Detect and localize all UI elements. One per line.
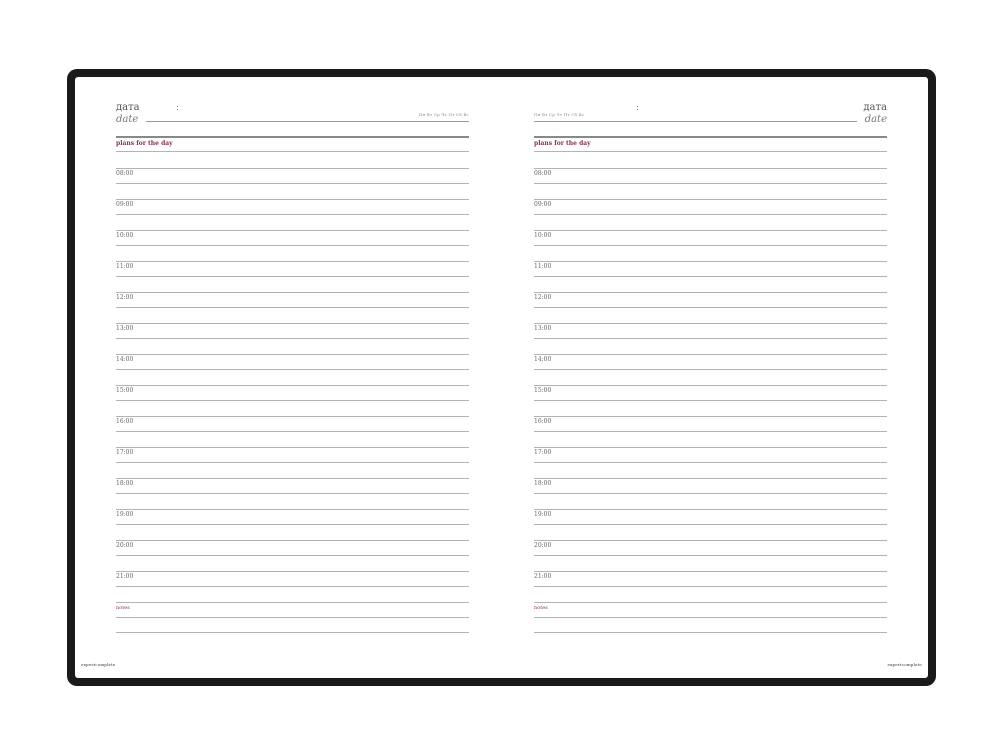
hour-label: 21:00 [534,573,552,580]
hour-line[interactable] [116,261,469,262]
hour-label: 10:00 [116,232,134,239]
plans-for-day-label: plans for the day [116,140,173,147]
hour-writing-line[interactable] [534,245,887,246]
weekday-row: Пн Вт Ср Чт Пт Сб Вс [418,112,469,117]
left-page [81,77,469,678]
hour-label: 10:00 [534,232,552,239]
hour-writing-line[interactable] [116,524,469,525]
hour-writing-line[interactable] [116,431,469,432]
hour-line[interactable] [116,509,469,510]
hour-line[interactable] [534,168,887,169]
hour-writing-line[interactable] [534,586,887,587]
hour-line[interactable] [116,168,469,169]
hour-line[interactable] [116,323,469,324]
planner-cover [67,69,936,686]
hour-label: 09:00 [116,201,134,208]
hour-line[interactable] [116,199,469,200]
hour-label: 12:00 [534,294,552,301]
hour-label: 18:00 [116,480,134,487]
weekday-row: Пн Вт Ср Чт Пт Сб Вс [534,112,585,117]
hour-writing-line[interactable] [116,400,469,401]
hour-label: 11:00 [534,263,552,270]
hour-line[interactable] [534,199,887,200]
hour-writing-line[interactable] [534,555,887,556]
hour-line[interactable] [534,292,887,293]
hour-writing-line[interactable] [534,183,887,184]
hour-label: 12:00 [116,294,134,301]
hour-label: 20:00 [534,542,552,549]
date-label-en: date [116,114,139,125]
notes-divider[interactable] [116,602,469,603]
hour-line[interactable] [116,292,469,293]
hour-writing-line[interactable] [534,369,887,370]
hour-writing-line[interactable] [534,400,887,401]
brand-logo: expertcomplete [81,662,116,667]
hour-writing-line[interactable] [116,462,469,463]
hour-label: 08:00 [534,170,552,177]
notes-writing-line[interactable] [116,617,469,618]
hour-writing-line[interactable] [116,245,469,246]
notes-label: notes [534,605,548,611]
hour-label: 17:00 [534,449,552,456]
brand-logo: expertcomplete [887,662,922,667]
hour-writing-line[interactable] [534,493,887,494]
notes-divider[interactable] [534,602,887,603]
right-page [534,77,922,678]
hour-writing-line[interactable] [534,307,887,308]
hour-line[interactable] [534,478,887,479]
hour-label: 20:00 [116,542,134,549]
hour-line[interactable] [116,416,469,417]
hour-writing-line[interactable] [116,276,469,277]
hour-line[interactable] [534,540,887,541]
header-divider [534,136,887,138]
hour-label: 13:00 [534,325,552,332]
hour-label: 13:00 [116,325,134,332]
plans-writing-line[interactable] [534,151,887,152]
hour-line[interactable] [534,571,887,572]
notes-label: notes [116,605,130,611]
hour-label: 14:00 [534,356,552,363]
hour-line[interactable] [116,354,469,355]
hour-label: 15:00 [534,387,552,394]
hour-line[interactable] [116,540,469,541]
notes-writing-line[interactable] [534,617,887,618]
date-label-ru: дата [863,102,887,113]
hour-writing-line[interactable] [116,493,469,494]
hour-writing-line[interactable] [534,276,887,277]
hour-line[interactable] [534,354,887,355]
header-divider [116,136,469,138]
hour-writing-line[interactable] [116,586,469,587]
plans-writing-line[interactable] [116,151,469,152]
hour-writing-line[interactable] [116,214,469,215]
hour-label: 19:00 [534,511,552,518]
hour-writing-line[interactable] [534,524,887,525]
hour-label: 21:00 [116,573,134,580]
hour-writing-line[interactable] [116,338,469,339]
hour-line[interactable] [116,478,469,479]
hour-line[interactable] [534,385,887,386]
hour-line[interactable] [534,323,887,324]
hour-writing-line[interactable] [534,214,887,215]
hour-label: 18:00 [534,480,552,487]
notes-writing-line[interactable] [116,632,469,633]
hour-line[interactable] [116,385,469,386]
hour-writing-line[interactable] [534,462,887,463]
hour-writing-line[interactable] [116,369,469,370]
date-label-ru: дата [116,102,140,113]
date-field-line[interactable] [146,121,469,122]
planner-spread [75,77,928,678]
hour-line[interactable] [534,261,887,262]
hour-label: 08:00 [116,170,134,177]
hour-label: 09:00 [534,201,552,208]
plans-for-day-label: plans for the day [534,140,591,147]
hour-label: 15:00 [116,387,134,394]
hour-label: 17:00 [116,449,134,456]
date-colon: : [176,103,180,113]
hour-label: 16:00 [534,418,552,425]
hour-line[interactable] [534,447,887,448]
date-field-line[interactable] [534,121,857,122]
date-colon: : [636,103,640,113]
hour-writing-line[interactable] [116,555,469,556]
hour-label: 14:00 [116,356,134,363]
hour-line[interactable] [116,447,469,448]
hour-line[interactable] [534,416,887,417]
hour-writing-line[interactable] [534,338,887,339]
hour-label: 16:00 [116,418,134,425]
hour-label: 11:00 [116,263,134,270]
hour-line[interactable] [534,509,887,510]
hour-line[interactable] [534,230,887,231]
hour-line[interactable] [116,230,469,231]
hour-writing-line[interactable] [534,431,887,432]
hour-writing-line[interactable] [116,183,469,184]
notes-writing-line[interactable] [534,632,887,633]
hour-label: 19:00 [116,511,134,518]
hour-writing-line[interactable] [116,307,469,308]
date-label-en: date [864,114,887,125]
hour-line[interactable] [116,571,469,572]
